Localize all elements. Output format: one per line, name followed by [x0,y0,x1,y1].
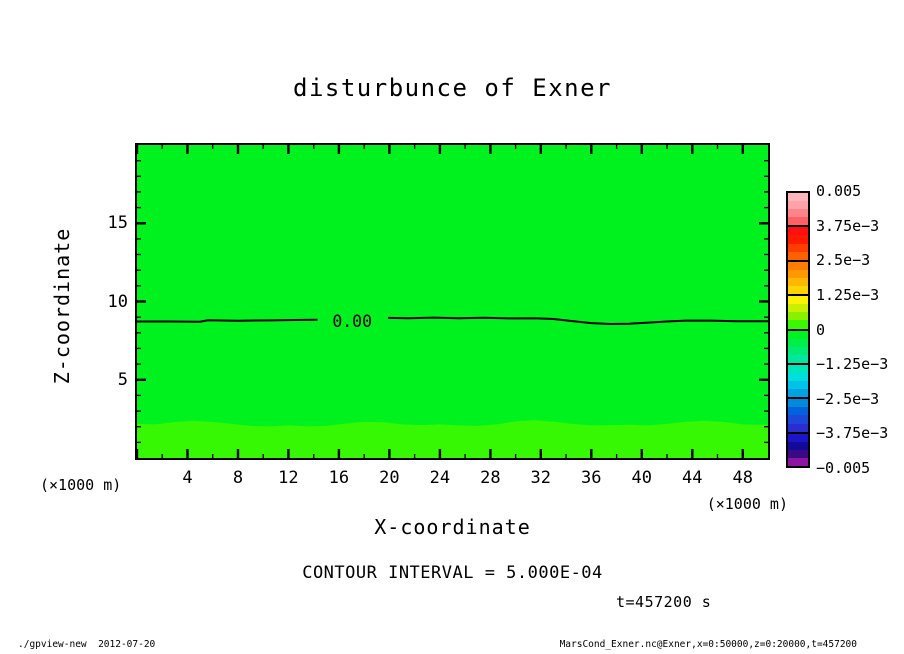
colorbar-band [788,365,808,373]
x-axis-units-note: (×1000 m) [706,495,788,513]
colorbar-tick-label: −3.75e−3 [816,424,889,443]
colorbar-segment [788,432,808,466]
colorbar-band [788,389,808,397]
colorbar-band [788,450,808,458]
colorbar-band [788,262,808,270]
colorbar-band [788,312,808,320]
colorbar-band [788,424,808,432]
colorbar-band [788,320,808,328]
colorbar-tick-label: 2.5e−3 [816,251,871,270]
plot-area [135,143,770,460]
colorbar-band [788,286,808,294]
colorbar-band [788,442,808,450]
colorbar-band [788,244,808,252]
colorbar-segment [788,363,808,397]
colorbar-band [788,201,808,209]
colorbar-band [788,331,808,339]
colorbar-segment [788,193,808,225]
colorbar-segment [788,294,808,328]
x-tick-labels [137,468,768,490]
colorbar-band [788,407,808,415]
colorbar-band [788,217,808,225]
zero-contour-label: 0.00 [332,312,373,332]
x-tick-label: 24 [429,468,451,488]
footer-data-source: MarsCond_Exner.nc@Exner,x=0:50000,z=0:20000,t=457200 [559,639,857,650]
y-axis-units-note: (×1000 m) [40,476,122,494]
y-tick-label: 15 [107,213,128,234]
colorbar-band [788,355,808,363]
colorbar-band [788,252,808,260]
colorbar [786,191,810,468]
contour-plot [137,145,768,458]
colorbar-band [788,296,808,304]
colorbar-band [788,235,808,243]
colorbar-tick-label: 3.75e−3 [816,216,880,235]
colorbar-segment [788,397,808,431]
colorbar-band [788,434,808,442]
colorbar-band [788,278,808,286]
x-tick-label: 40 [631,468,653,488]
colorbar-labels [816,182,904,477]
colorbar-tick-label: 1.25e−3 [816,285,880,304]
colorbar-segment [788,260,808,294]
x-tick-label: 8 [232,468,244,488]
x-tick-label: 12 [278,468,299,488]
positive-band-region [137,420,768,458]
colorbar-band [788,458,808,466]
x-axis-label: X-coordinate [374,515,531,539]
colorbar-band [788,193,808,201]
colorbar-band [788,347,808,355]
colorbar-tick-label: −1.25e−3 [816,355,889,374]
x-tick-label: 48 [732,468,754,488]
footer-command-stamp: ./gpview-new 2012-07-20 [18,639,156,650]
x-tick-label: 16 [328,468,350,488]
colorbar-band [788,373,808,381]
colorbar-band [788,399,808,407]
x-tick-label: 4 [182,468,193,488]
x-tick-label: 36 [581,468,602,488]
colorbar-band [788,270,808,278]
colorbar-tick-label: −2.5e−3 [816,389,880,408]
x-tick-label: 32 [530,468,552,488]
x-tick-label: 20 [379,468,400,488]
colorbar-segment [788,225,808,259]
colorbar-band [788,339,808,347]
x-tick-label: 28 [480,468,501,488]
x-tick-label: 44 [682,468,703,488]
y-tick-label: 5 [117,369,128,390]
colorbar-tick-label: 0.005 [816,182,862,200]
colorbar-band [788,209,808,217]
colorbar-band [788,415,808,423]
time-note: t=457200 s [616,593,712,611]
colorbar-segment [788,329,808,363]
colorbar-band [788,381,808,389]
colorbar-tick-label: −0.005 [816,459,871,477]
y-tick-labels [84,145,128,458]
y-tick-label: 10 [107,291,128,312]
contour-interval-note: CONTOUR INTERVAL = 5.000E-04 [302,563,603,583]
y-axis-label: Z-coordinate [50,227,74,385]
chart-title: disturbunce of Exner [293,74,612,102]
field-fill [137,145,768,458]
colorbar-band [788,304,808,312]
colorbar-tick-label: 0 [816,320,826,339]
colorbar-band [788,227,808,235]
